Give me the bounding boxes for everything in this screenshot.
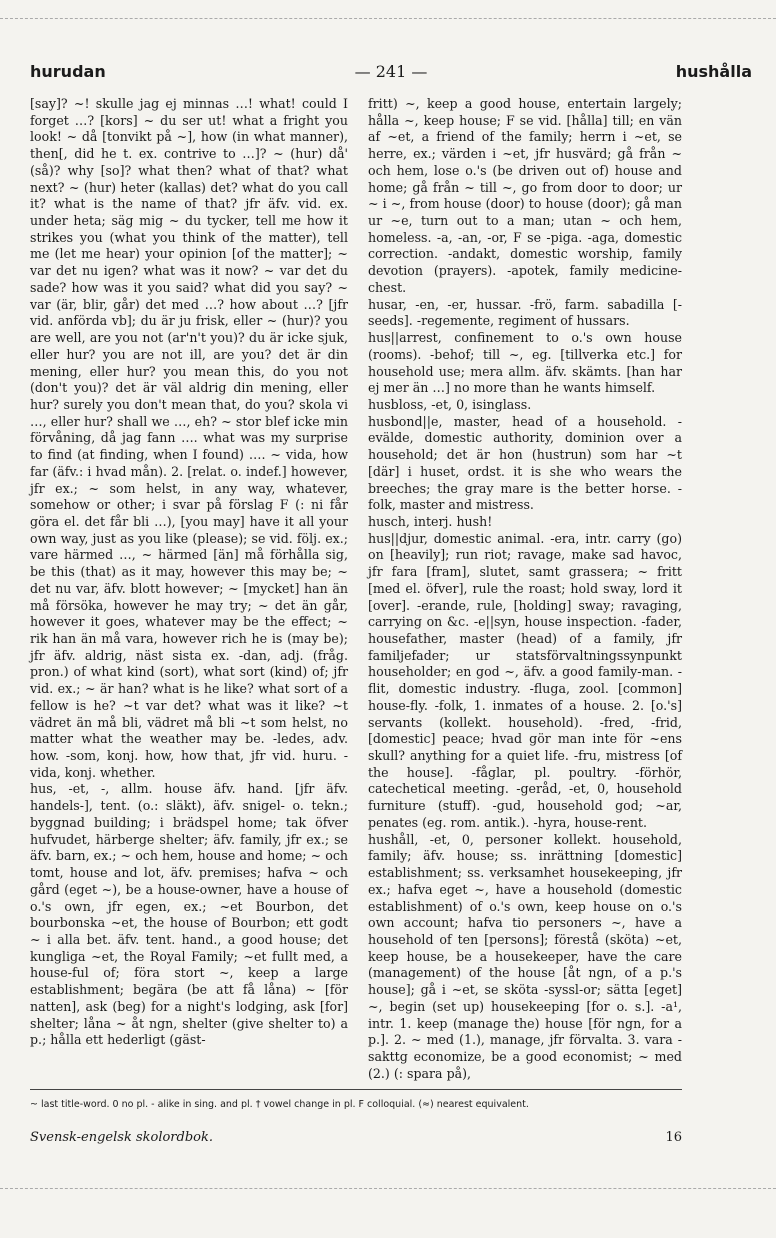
page-number: — 241 — (354, 62, 428, 81)
last-headword: hushålla (675, 62, 752, 81)
book-title: Svensk-engelsk skolordbok. (30, 1130, 214, 1145)
bottom-scan-edge (0, 1188, 776, 1189)
abbreviation-legend: ~ last title-word. 0 no pl. - alike in sing. and pl. † vowel change in pl. F colloquial. (≈) nearest equivalent. (30, 1099, 529, 1110)
sheet-number: 16 (665, 1130, 682, 1145)
entry-hus: hus, -et, -, allm. house äfv. hand. [jfr äfv. handels-], tent. (o.: släkt), äfv. snigel- o. tekn.; byggnad building; i brädspel home; tak öfver hufvudet, härberge shelter; äfv. family, jfr ex.; se äfv. barn, ex.; ~ och hem, house and home; ~ och tomt, house and lot, äfv. premises; hafva ~ och gård (eget ~), be a house-owner, have a house of o.'s own, jfr egen, ex.; ~et Bourbon, det bourbonska ~et, the house of Bourbon; ett godt ~ i alla bet. äfv. tent. hand., a good house; det kungliga ~et, the Royal Family; ~et fullt med, a house-ful of; föra stort ~, keep a large establishment; begära (be att få låna) ~ [för natten], ask (beg) for a night's lodging, ask [for] shelter; låna ~ åt ngn, shelter (give shelter to) a p.; hålla ett hederligt (gäst- (30, 781, 348, 1048)
page-header (30, 62, 752, 84)
entry-husdjur: hus||djur, domestic animal. -era, intr. carry (go) on [heavily]; run riot; ravage, make sad havoc, jfr fara [fram], slutet, samt grassera; ~ fritt [med el. öfver], rule the roast; hold sway, lord it [over]. -erande, rule, [holding] sway; ravaging, carrying on &c. -e||syn, house inspection. -fader, housefather, master (head) of a family, jfr familjefader; ur statsförvaltningssynpunkt householder; en god ~, äfv. a good family-man. -flit, domestic industry. -fluga, zool. [common] house-fly. -folk, 1. inmates of a house. 2. [o.'s] servants (kollekt. household). -fred, -frid, [domestic] peace; hvad gör man inte för ~ens skull? anything for a quiet life. -fru, mistress [of the house]. -fåglar, pl. poultry. -förhör, catechetical meeting. -geråd, -et, 0, household furniture (stuff). -gud, household god; ~ar, penates (eg. rom. antik.). -hyra, house-rent. (368, 530, 682, 830)
entry-hus-continued: fritt) ~, keep a good house, entertain largely; hålla ~, keep house; F se vid. [hålla] till; en vän af ~et, a friend of the family; herrn i ~et, se herre, ex.; värden i ~et, jfr husvärd; gå från ~ och hem, lose o.'s (be driven out of) house and home; gå från ~ till ~, go from door to door; ur ~ i ~, from house (door) to house (door); gå man ur ~e, turn out to a man; utan ~ och hem, homeless. -a, -an, -or, F se -piga. -aga, domestic correction. -andakt, domestic worship, family devotion (prayers). -apotek, family medicine-chest. (368, 96, 682, 295)
entry-husch: husch, interj. hush! (368, 513, 493, 529)
first-headword: hurudan (30, 62, 106, 81)
left-column (30, 96, 348, 1049)
entry-husbonde: husbond||e, master, head of a household. -evälde, domestic authority, dominion over a household; det är hon (hustrun) som har ~t [där] i huset, ordst. it is she who wears the breeches; the gray mare is the better horse. -folk, master and mistress. (368, 413, 682, 513)
entry-hurudan: [say]? ~! skulle jag ej minnas …! what! could I forget …? [kors] ~ du ser ut! what a fright you look! ~ då [tonvikt på ~], how (in what manner), then[, did he t. ex. contrive to …]? ~ (hur) då' (så)? why [so]? what then? what of that? what next? ~ (hur) heter (kallas) det? what do you call it? what is the name of that? jfr äfv. vid. ex. under heta; säg mig ~ du tycker, tell me how it strikes you (what you think of the matter), tell me (let me hear) your opinion [of the matter]; ~ var det nu igen? what was it now? ~ var det du sade? how was it you said? what did you say? ~ var (är, blir, går) det med …? how about …? [jfr vid. anförda vb]; du är ju frisk, eller ~ (hur)? you are well, are you not (ar'n't you)? du är icke sjuk, eller hur? you are not ill, are you? det är din mening, eller hur? you mean this, do you not (don't you)? det är väl aldrig din mening, eller hur? surely you don't mean that, do you? skola vi …, eller hur? shall we …, eh? ~ stor blef icke min förvåning, då jag fann …. what was my surprise to find (at finding, when I found) …. ~ vida, how far (äfv.: i hvad mån). 2. [relat. o. indef.] however, jfr ex.; ~ som helst, in any way, whatever, somehow or other; i svar på förslag F (: ni får göra el. det får bli …), [you may] have it all your own way, just as you like (please); se vid. följ. ex.; vare härmed …, ~ härmed [än] må förhålla sig, be this (that) as it may, however this may be; ~ det nu var, äfv. blott however; ~ [mycket] han än må försöka, however he may try; ~ det än går, however it goes, whatever may be the effect; ~ rik han än må vara, however rich he is (may be); jfr äfv. aldrig, näst sista ex. -dan, adj. (fråg. pron.) of what kind (sort), what sort (kind) of; jfr vid. ex.; ~ är han? what is he like? what sort of a fellow is he? ~t var det? what was it like? ~t vädret än må bli, vädret må bli ~t som helst, no matter what the weather may be. -ledes, adv. how. -som, konj. how, how that, jfr vid. huru. -vida, konj. whether. (30, 96, 348, 780)
footer-divider (30, 1089, 682, 1090)
entry-husbloss: husbloss, -et, 0, isinglass. (368, 396, 532, 412)
top-scan-edge (0, 18, 776, 19)
entry-husar: husar, -en, -er, hussar. -frö, farm. sabadilla [-seeds]. -regemente, regiment of hussars. (368, 296, 682, 329)
entry-husarrest: hus||arrest, confinement to o.'s own house (rooms). -behof; till ~, eg. [tillverka etc.] for household use; mera allm. äfv. skämts. [han har ej mer än …] no more than he wants himself. (368, 330, 682, 396)
right-column (368, 96, 682, 1082)
entry-hushall: hushåll, -et, 0, personer kollekt. household, family; äfv. house; ss. inrättning [domestic] establishment; ss. verksamhet housekeeping, jfr ex.; hafva eget ~, have a household (domestic establishment) of o.'s own, keep house on o.'s own account; hafva tio personers ~, have a household of ten [persons]; förestå (sköta) ~et, keep house, be a housekeeper, have the care (management) of the house [åt ngn, of a p.'s house]; gå i ~et, se sköta -syssl-or; sätta [eget] ~, begin (set up) housekeeping [for o. s.]. -a¹, intr. 1. keep (manage the) house [för ngn, for a p.]. 2. ~ med (1.), manage, jfr förvalta. 3. vara -sakttg economize, be a good economist; ~ med (2.) (: spara på), (368, 831, 682, 1081)
